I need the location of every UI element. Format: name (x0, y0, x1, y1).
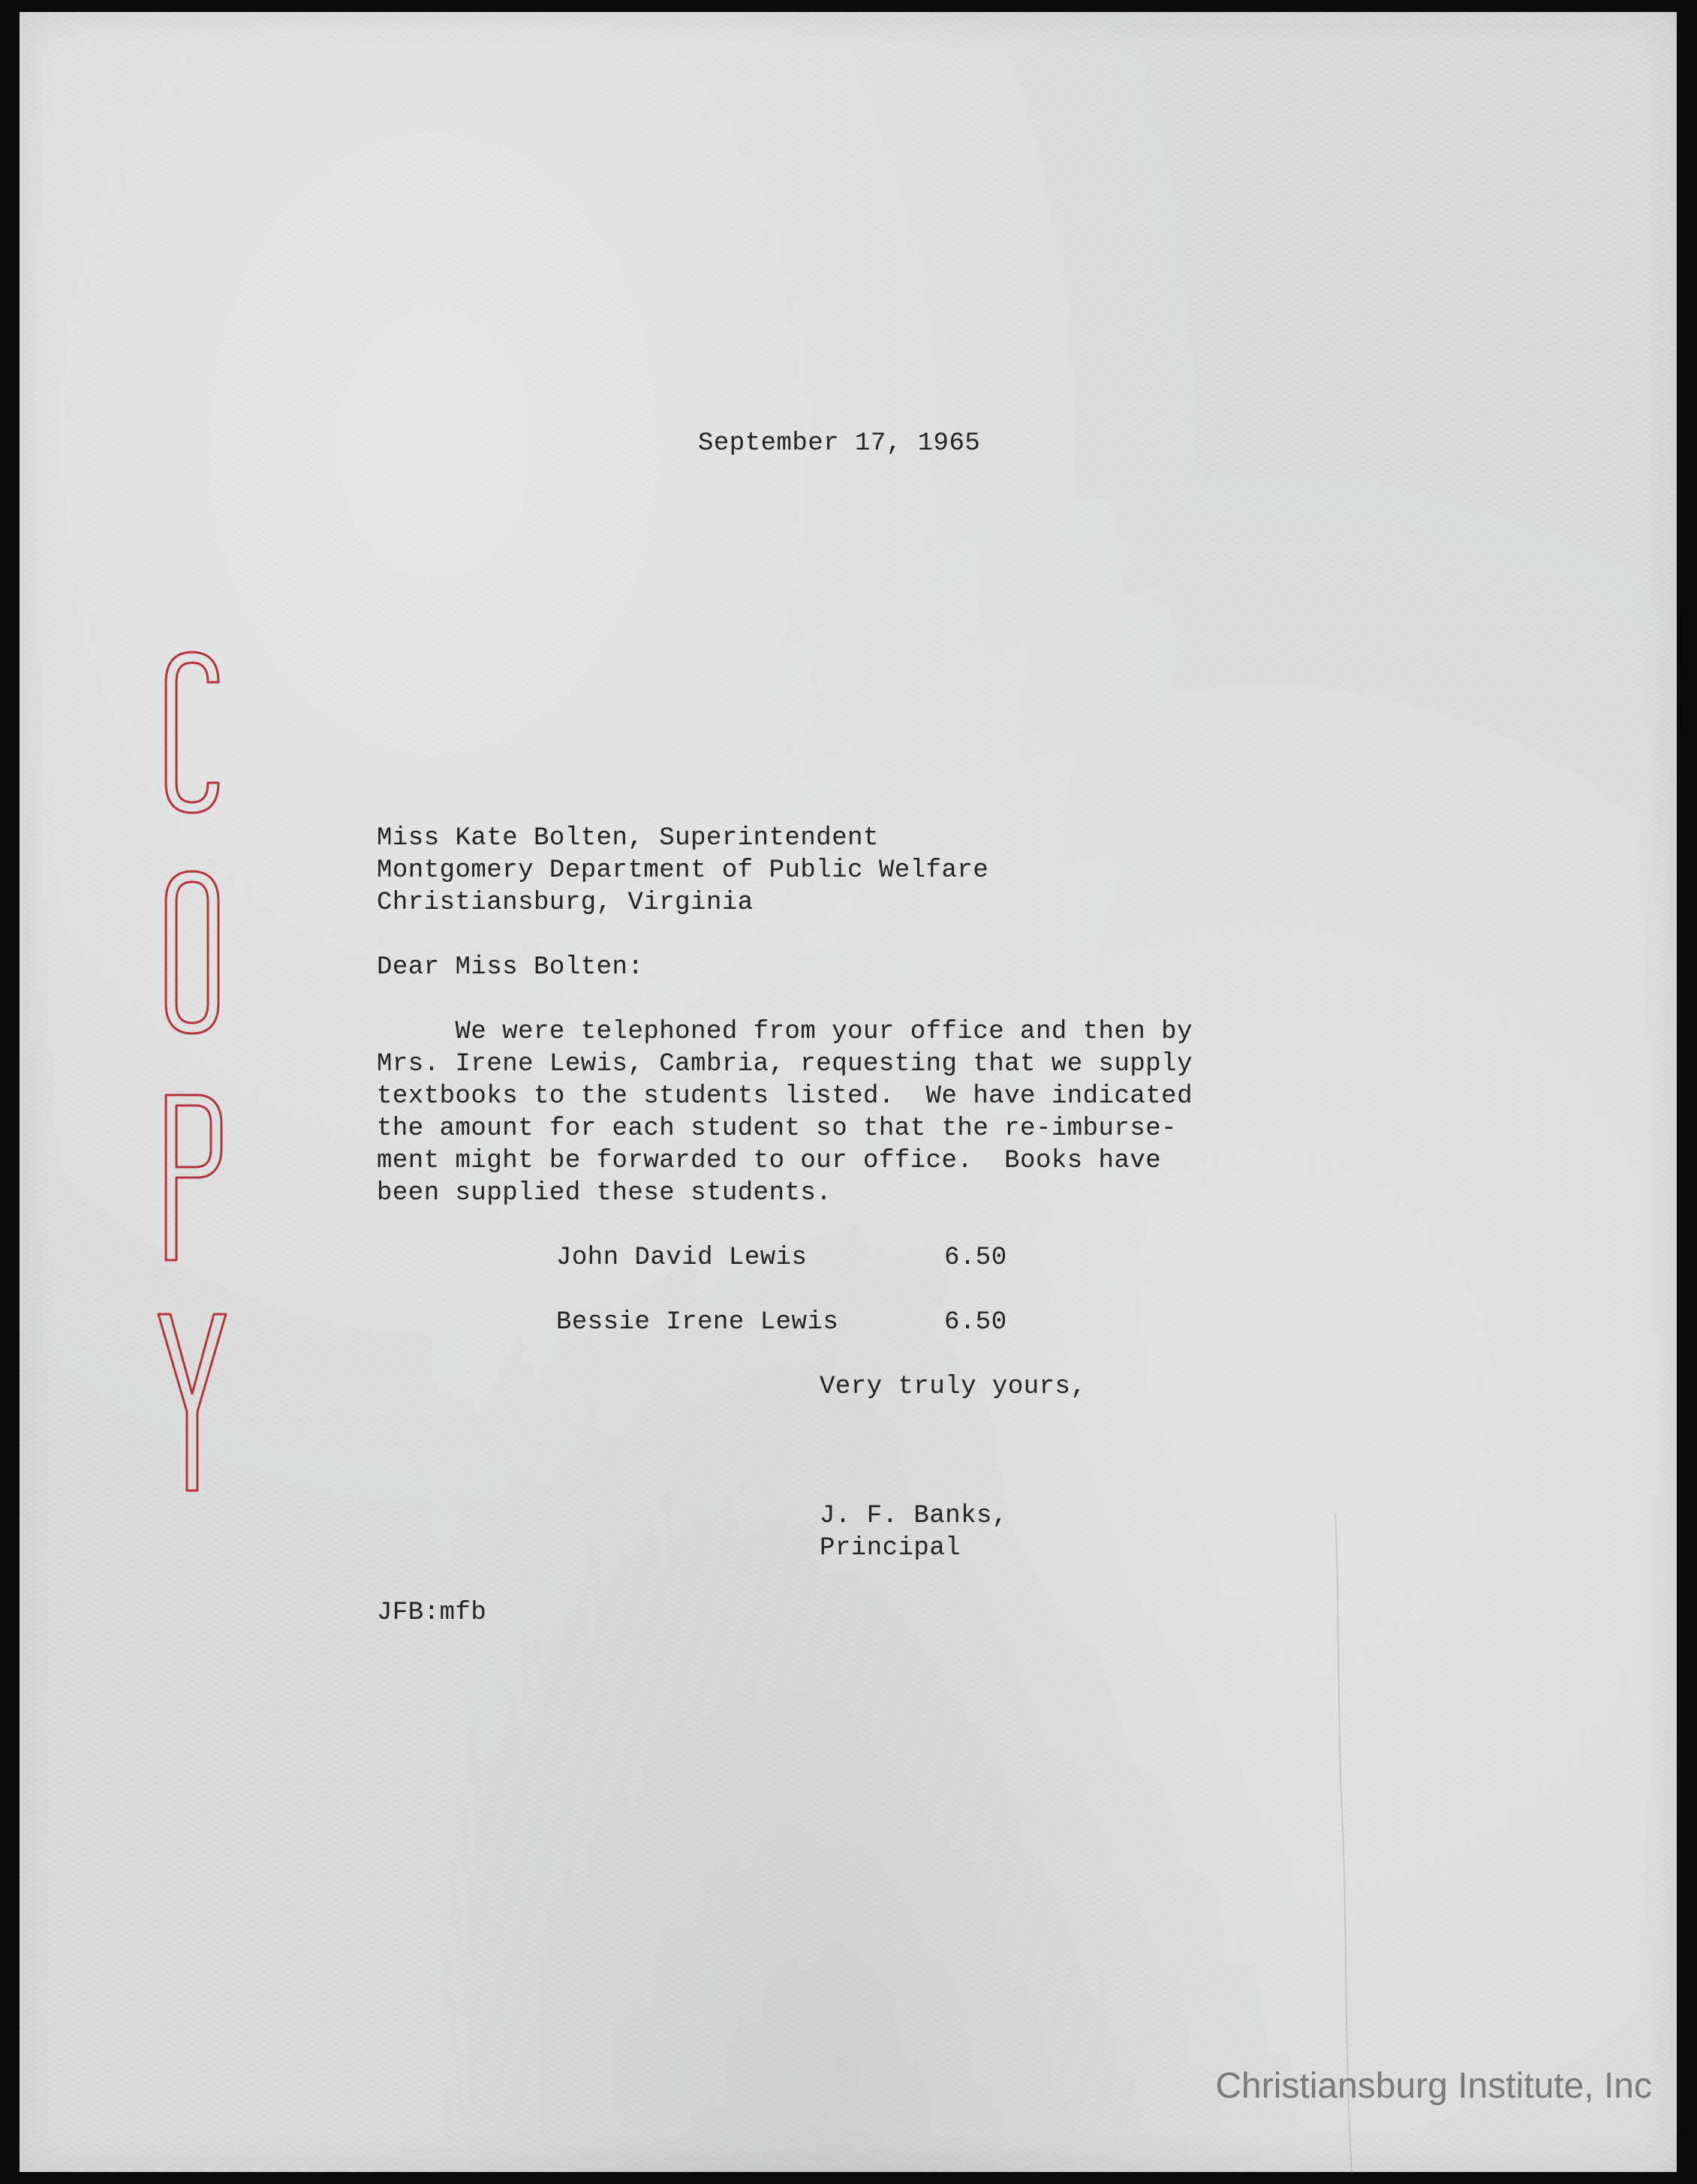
body-line-3: textbooks to the students listed. We have indicated (377, 1082, 1193, 1111)
closing: Very truly yours, (820, 1373, 1087, 1401)
student-amount-2: 6.50 (944, 1308, 1007, 1337)
student-name-2: Bessie Irene Lewis (556, 1308, 839, 1337)
body-line-1: We were telephoned from your office and then by (377, 1018, 1193, 1046)
recipient-line-3: Christiansburg, Virginia (377, 889, 754, 917)
recipient-line-1: Miss Kate Bolten, Superintendent (377, 824, 879, 853)
copy-stamp (143, 646, 241, 1524)
body-line-6: been supplied these students. (377, 1179, 832, 1208)
letter-date: September 17, 1965 (698, 429, 981, 458)
stamp-letter-p (166, 1095, 221, 1260)
student-amount-1: 6.50 (944, 1244, 1007, 1272)
salutation: Dear Miss Bolten: (377, 953, 644, 982)
institution-watermark: Christiansburg Institute, Inc (1215, 2066, 1652, 2106)
stamp-letter-c (166, 652, 218, 813)
stamp-letter-y (158, 1314, 226, 1491)
recipient-line-2: Montgomery Department of Public Welfare (377, 856, 989, 885)
signer-name: J. F. Banks, (820, 1502, 1008, 1530)
body-line-5: ment might be forwarded to our office. Books have (377, 1147, 1162, 1175)
body-line-2: Mrs. Irene Lewis, Cambria, requesting that we supply (377, 1050, 1193, 1078)
paper-sheet (20, 12, 1677, 2172)
stamp-letter-o (166, 871, 218, 1033)
signer-title: Principal (820, 1534, 961, 1563)
reference-initials: JFB:mfb (377, 1599, 487, 1627)
body-line-4: the amount for each student so that the re-imburse- (377, 1115, 1178, 1143)
student-name-1: John David Lewis (556, 1244, 808, 1272)
